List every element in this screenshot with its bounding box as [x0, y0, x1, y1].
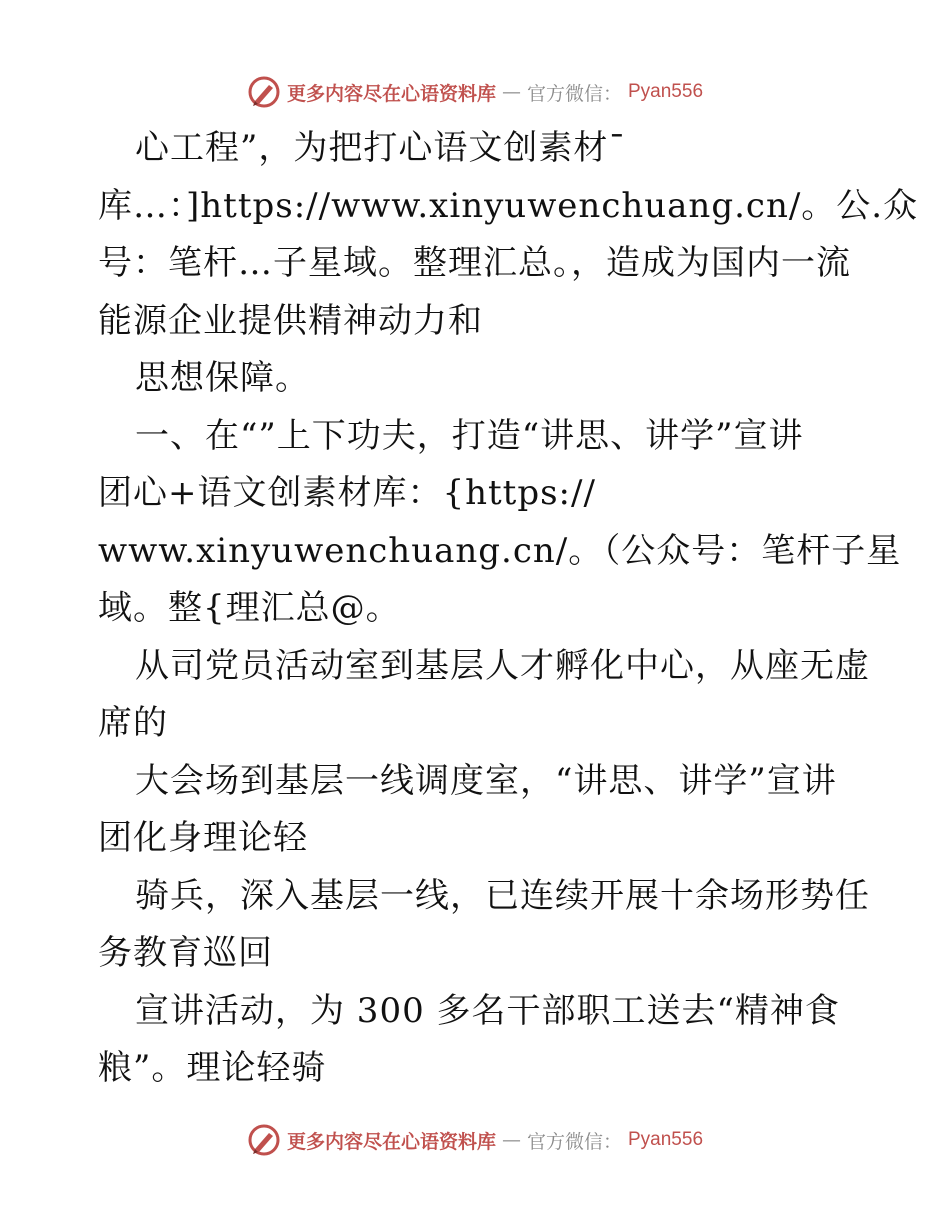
text-line: 骑兵，深入基层一线，已连续开展十余场形势任	[135, 875, 870, 916]
pen-logo-icon	[247, 75, 281, 109]
footer-watermark-banner	[0, 1120, 950, 1160]
text-line: 团心+语文创素材库：{https://	[98, 473, 596, 513]
banner-separator: —	[501, 1129, 521, 1151]
banner-text: 更多内容尽在心语资料库	[286, 1130, 496, 1153]
banner-separator: —	[501, 81, 521, 103]
text-line: 团化身理论轻	[98, 818, 308, 858]
document-body	[98, 120, 919, 1098]
wechat-label: 官方微信：	[526, 82, 622, 105]
text-line: 务教育巡回	[98, 933, 273, 973]
wechat-id: Pyan556	[628, 81, 704, 102]
text-line: 席的	[98, 703, 168, 743]
text-line: 宣讲活动，为 300 多名干部职工送去“精神食	[135, 990, 840, 1031]
text-line: 库…：]https://www.xinyuwenchuang.cn/。公.众	[98, 185, 919, 226]
banner-text: 更多内容尽在心语资料库	[286, 82, 496, 105]
header-watermark-banner	[0, 72, 950, 112]
text-line: www.xinyuwenchuang.cn/。（公众号：笔杆子星	[98, 530, 902, 571]
text-line: 域。整{理汇总@。	[98, 588, 401, 628]
text-line: 号：笔杆…子星域。整理汇总。，造成为国内一流	[98, 243, 851, 283]
pen-logo-icon	[247, 1123, 281, 1157]
text-line: 粮”。理论轻骑	[98, 1048, 327, 1088]
text-line: 能源企业提供精神动力和	[98, 300, 483, 341]
text-line: 思想保障。	[135, 358, 310, 398]
wechat-id: Pyan556	[628, 1129, 704, 1150]
text-line: 大会场到基层一线调度室，“讲思、讲学”宣讲	[135, 760, 837, 801]
wechat-label: 官方微信：	[526, 1130, 622, 1153]
text-line: 从司党员活动室到基层人才孵化中心，从座无虚	[135, 645, 870, 686]
text-line: 心工程”，为把打心语文创素材¯	[135, 128, 627, 168]
text-line: 一、在“”上下功夫，打造“讲思、讲学”宣讲	[135, 415, 804, 456]
